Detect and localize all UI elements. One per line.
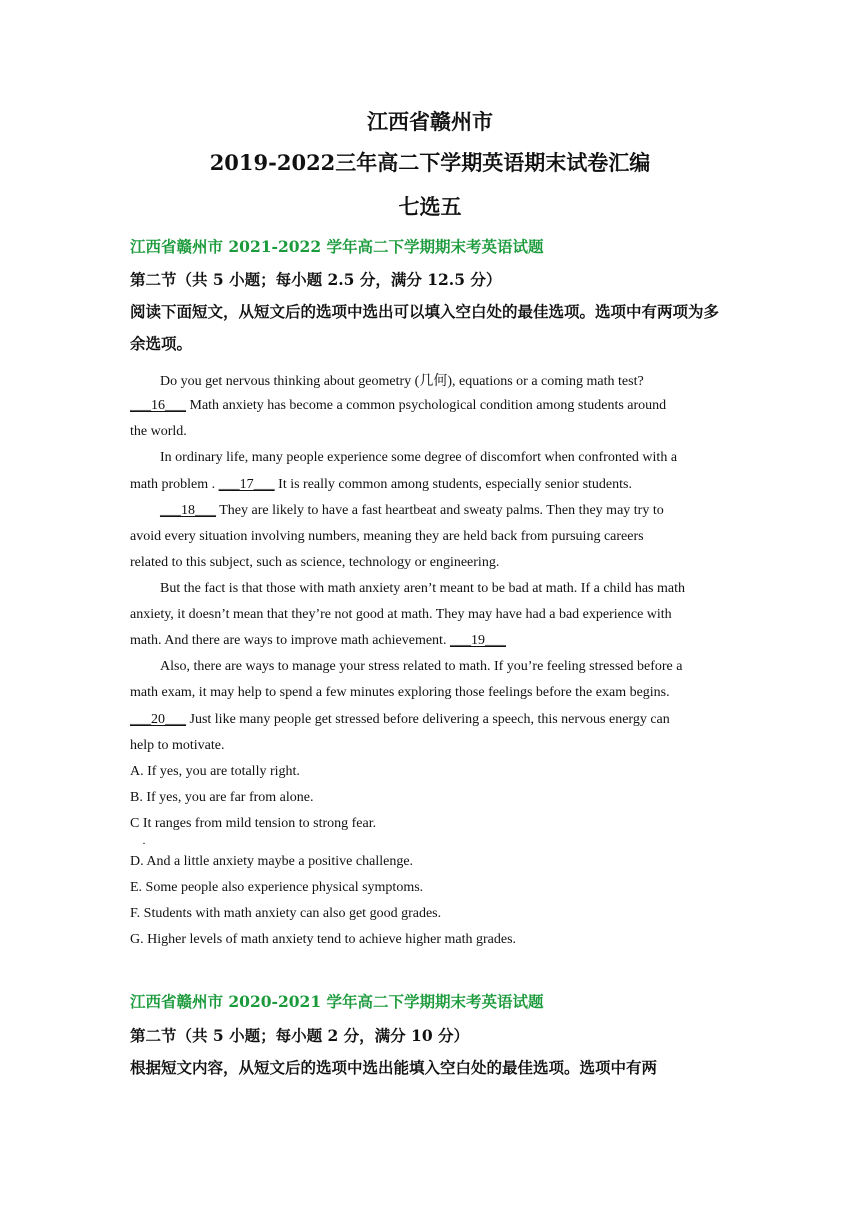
stray-dot: · [142, 836, 146, 850]
passage-line: But the fact is that those with math anxiety aren’t meant to be bad at math. If a child has math [160, 581, 685, 596]
blank-16: ___16___ [130, 398, 186, 413]
option-d: D. And a little anxiety maybe a positive challenge. [130, 854, 414, 869]
section2-heading: 江西省赣州市 2020-2021 学年高二下学期期末考英语试题 [130, 992, 544, 1011]
document-title-topic: 七选五 [398, 194, 462, 219]
document-title-region: 江西省赣州市 [367, 109, 493, 134]
passage-line [130, 633, 506, 649]
passage-line [130, 712, 670, 728]
option-a: A. If yes, you are totally right. [130, 764, 300, 779]
section1-instruction: 阅读下面短文，从短文后的选项中选出可以填入空白处的最佳选项。选项中有两项为多余选项。 [130, 302, 720, 353]
passage-text: math problem . [130, 477, 219, 492]
passage-line: Also, there are ways to manage your stress related to math. If you’re feeling stressed before a [160, 659, 683, 674]
passage-line: In ordinary life, many people experience some degree of discomfort when confronted with a [160, 450, 678, 465]
blank-17: ___17___ [218, 477, 275, 492]
blank-19: ___19___ [449, 633, 506, 648]
document-title-main: 2019-2022三年高二下学期英语期末试卷汇编 [209, 150, 651, 175]
passage-line [130, 477, 632, 493]
passage-text: math. And there are ways to improve math achievement. [130, 633, 450, 648]
passage-line: math exam, it may help to spend a few minutes exploring those feelings before the exam begins. [130, 685, 670, 700]
option-b: B. If yes, you are far from alone. [130, 790, 314, 805]
passage-line [160, 503, 664, 519]
passage-text: They are likely to have a fast heartbeat and sweaty palms. Then they may try to [216, 503, 664, 518]
option-g: G. Higher levels of math anxiety tend to achieve higher math grades. [130, 932, 517, 947]
passage-text: It is really common among students, especially senior students. [274, 477, 632, 492]
passage-text: Just like many people get stressed before delivering a speech, this nervous energy can [186, 712, 670, 727]
passage-line: avoid every situation involving numbers, meaning they are held back from pursuing careers [130, 529, 644, 544]
passage-line [130, 398, 666, 414]
section2-instruction: 根据短文内容，从短文后的选项中选出能填入空白处的最佳选项。选项中有两 [130, 1058, 658, 1077]
section1-subheading: 第二节（共 5 小题；每小题 2.5 分，满分 12.5 分） [130, 270, 502, 289]
passage-line: anxiety, it doesn’t mean that they’re not good at math. They may have had a bad experience with [130, 607, 672, 622]
passage-text: Math anxiety has become a common psychological condition among students around [186, 398, 667, 413]
option-c: C It ranges from mild tension to strong fear. [130, 816, 377, 831]
passage-line: related to this subject, such as science, technology or engineering. [130, 555, 500, 570]
passage-line: Do you get nervous thinking about geometry (几何), equations or a coming math test? [160, 374, 644, 389]
passage-line: help to motivate. [130, 738, 225, 753]
option-e: E. Some people also experience physical symptoms. [130, 880, 424, 895]
section1-heading: 江西省赣州市 2021-2022 学年高二下学期期末考英语试题 [130, 237, 544, 256]
section2-subheading: 第二节（共 5 小题；每小题 2 分，满分 10 分） [130, 1026, 470, 1045]
blank-20: ___20___ [130, 712, 186, 727]
option-f: F. Students with math anxiety can also get good grades. [130, 906, 442, 921]
passage-line: the world. [130, 424, 187, 439]
blank-18: ___18___ [160, 503, 216, 518]
